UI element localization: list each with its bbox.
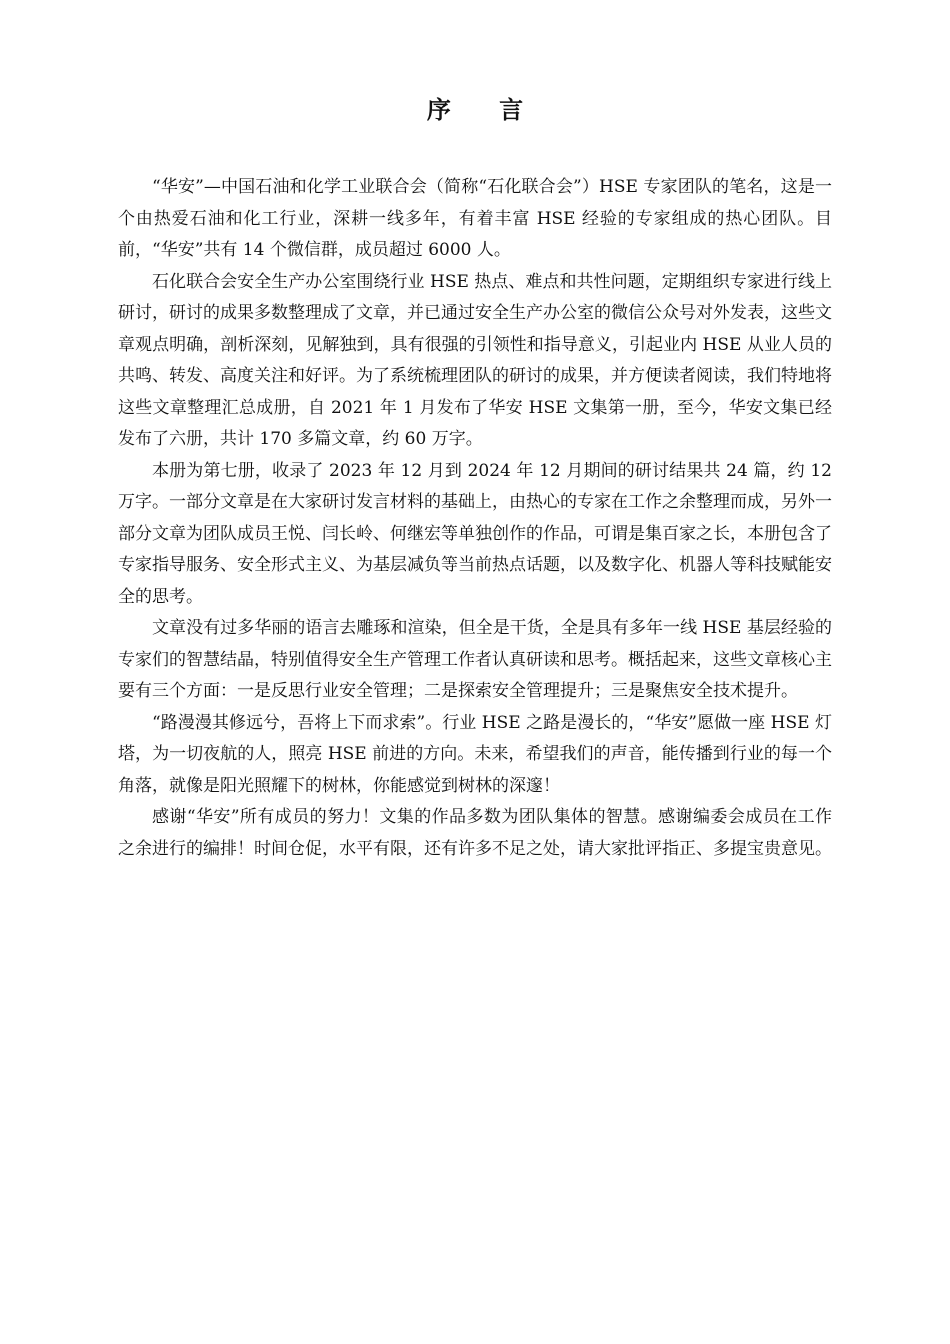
paragraph-article-themes: 文章没有过多华丽的语言去雕琢和渲染，但全是干货，全是具有多年一线 HSE 基层经验的专家们的智慧结晶，特别值得安全生产管理工作者认真研读和思考。概括起来，这些文章核心主要有三个方面：一是反思行业安全管理；二是探索安全管理提升；三是聚焦安全技术提升。 xyxy=(118,618,832,701)
paragraph-intro: “华安”—中国石油和化学工业联合会（简称“石化联合会”）HSE 专家团队的笔名，这是一个由热爱石油和化工行业，深耕一线多年，有着丰富 HSE 经验的专家组成的热心团队。目前，“华安”共有 14 个微信群，成员超过 6000 人。 xyxy=(118,177,832,260)
paragraph-background: 石化联合会安全生产办公室围绕行业 HSE 热点、难点和共性问题，定期组织专家进行线上研讨，研讨的成果多数整理成了文章，并已通过安全生产办公室的微信公众号对外发表，这些文章观点明确，剖析深刻，见解独到，具有很强的引领性和指导意义，引起业内 HSE 从业人员的共鸣、转发、高度关注和好评。为了系统梳理团队的研讨的成果，并方便读者阅读，我们特地将这些文章整理汇总成册，自 2021 年 1 月发布了华安 HSE 文集第一册，至今，华安文集已经发布了六册，共计 170 多篇文章，约 60 万字。 xyxy=(118,271,832,449)
paragraph-acknowledgement: 感谢“华安”所有成员的努力！文集的作品多数为团队集体的智慧。感谢编委会成员在工作之余进行的编排！时间仓促，水平有限，还有许多不足之处，请大家批评指正、多提宝贵意见。 xyxy=(118,807,832,859)
paragraph-vision: “路漫漫其修远兮，吾将上下而求索”。行业 HSE 之路是漫长的，“华安”愿做一座 HSE 灯塔，为一切夜航的人，照亮 HSE 前进的方向。未来，希望我们的声音，能传播到行业的每一个角落，就像是阳光照耀下的树林，你能感觉到树林的深邃！ xyxy=(118,712,832,796)
paragraph-volume-contents: 本册为第七册，收录了 2023 年 12 月到 2024 年 12 月期间的研讨结果共 24 篇，约 12 万字。一部分文章是在大家研讨发言材料的基础上，由热心的专家在工作之余整理而成，另外一部分文章为团队成员王悦、闫长岭、何继宏等单独创作的作品，可谓是集百家之长，本册包含了专家指导服务、安全形式主义、为基层减负等当前热点话题，以及数字化、机器人等科技赋能安全的思考。 xyxy=(118,460,832,607)
document-page xyxy=(118,0,832,1344)
preface-body xyxy=(118,172,832,865)
page-title: 序 言 xyxy=(426,95,544,124)
